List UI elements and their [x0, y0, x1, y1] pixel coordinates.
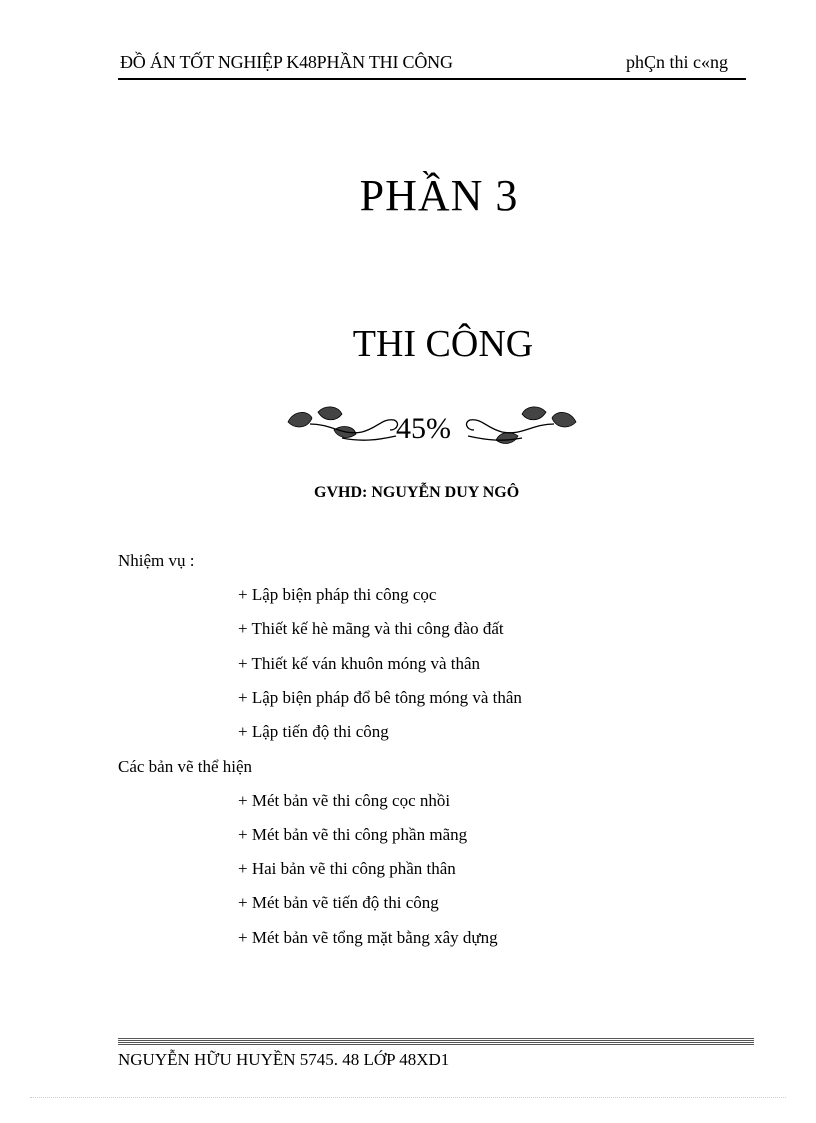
task-item: + Lập biện pháp đổ bê tông móng và thân	[238, 688, 522, 707]
drawing-item: + Mét bản vẽ thi công phần mãng	[238, 825, 468, 844]
task-item: + Lập tiến độ thi công	[238, 722, 389, 741]
main-title: THI CÔNG	[352, 323, 534, 365]
tasks-heading: Nhiệm vụ :	[118, 551, 195, 570]
drawing-item: + Mét bản vẽ thi công cọc nhồi	[238, 791, 451, 810]
page-header	[118, 52, 746, 80]
header-project-title: ĐỒ ÁN TỐT NGHIỆP K48PHẦN THI CÔNG	[120, 52, 453, 72]
drawings-heading: Các bản vẽ thể hiện	[118, 757, 253, 776]
part-title: PHẦN 3	[359, 171, 519, 220]
weight-percentage: 45%	[396, 412, 451, 445]
drawing-item: + Mét bản vẽ tổng mặt bằng xây dựng	[238, 928, 498, 947]
footer-divider	[118, 1038, 754, 1045]
drawing-item: + Mét bản vẽ tiến độ thi công	[238, 893, 439, 912]
task-item: + Lập biện pháp thi công cọc	[238, 585, 437, 604]
page-bottom-divider	[30, 1097, 786, 1098]
footer-author: NGUYỄN HỮU HUYỀN 5745. 48 LỚP 48XD1	[118, 1050, 450, 1069]
task-item: + Thiết kế hè mãng và thi công đào đất	[238, 619, 504, 638]
header-section-name: phÇn thi c«ng	[626, 52, 728, 72]
advisor-line: GVHD: NGUYỄN DUY NGÔ	[314, 484, 520, 501]
drawing-item: + Hai bản vẽ thi công phần thân	[238, 859, 456, 878]
task-item: + Thiết kế ván khuôn móng và thân	[238, 654, 481, 673]
